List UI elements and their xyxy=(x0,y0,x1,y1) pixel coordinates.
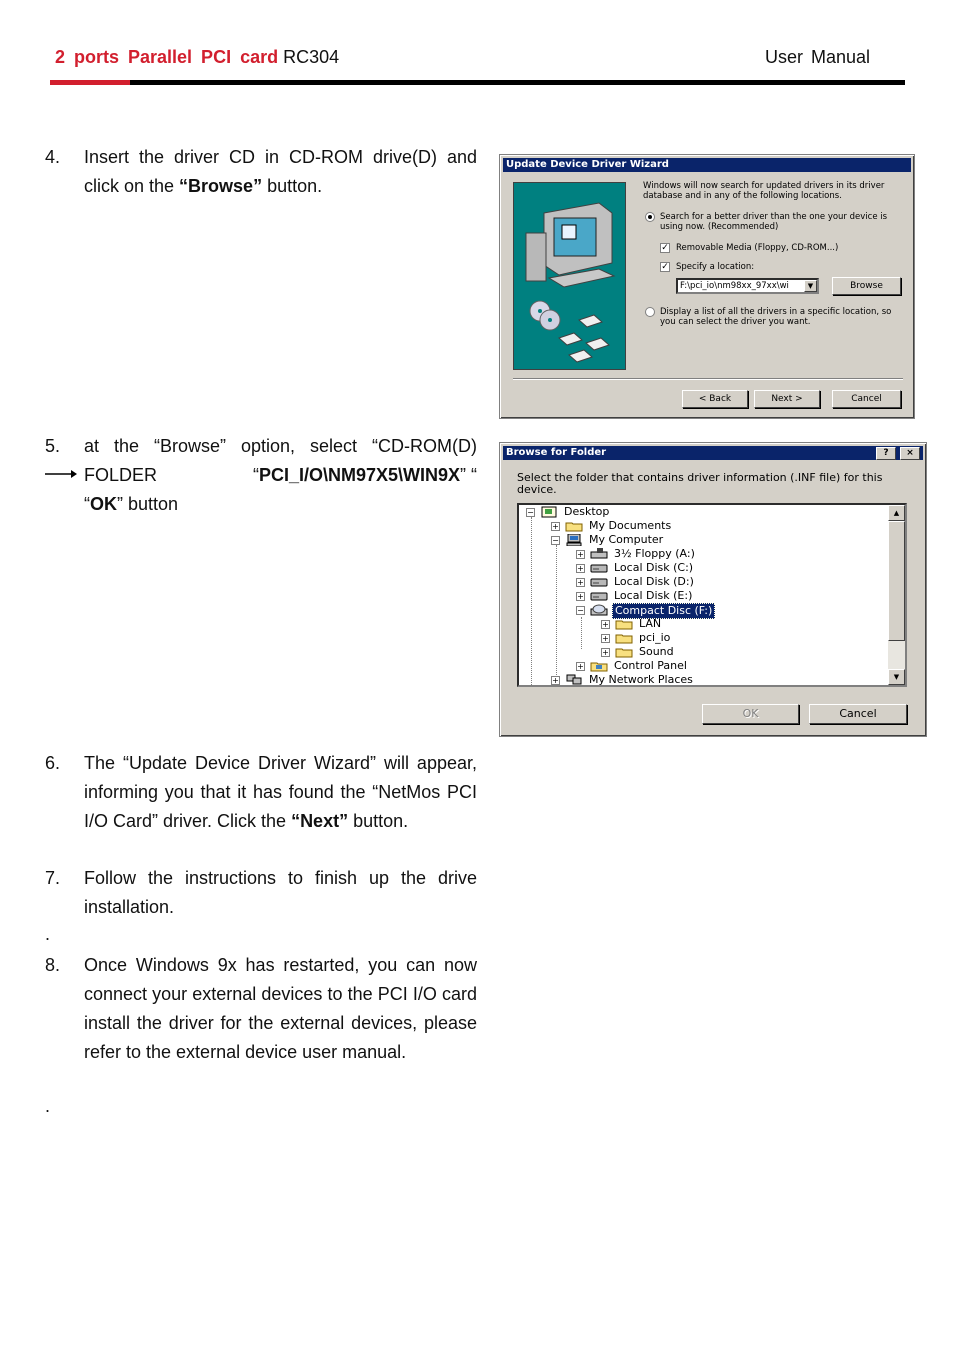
tree-line xyxy=(556,545,557,677)
doc-type: User Manual xyxy=(764,47,870,67)
expand-icon[interactable]: + xyxy=(552,676,559,685)
tree-scrollbar[interactable] xyxy=(888,505,905,685)
step-text-part: ” button xyxy=(117,494,179,514)
step-line xyxy=(84,461,477,490)
step-text xyxy=(84,143,477,201)
computer-icon xyxy=(514,183,627,371)
step-text-part: Insert the driver CD in CD-ROM drive(D) and click on the xyxy=(84,147,477,196)
step-8 xyxy=(45,951,477,1067)
tree-line xyxy=(531,517,532,687)
tree-node-label: Desktop xyxy=(564,505,610,518)
tree-node-label: pci_io xyxy=(639,631,671,644)
expand-icon[interactable]: + xyxy=(602,648,609,657)
collapse-icon[interactable]: − xyxy=(577,606,584,615)
dropdown-arrow-icon[interactable]: ▼ xyxy=(804,280,817,292)
scroll-down-icon[interactable]: ▼ xyxy=(888,669,905,685)
tree-node-label: Local Disk (D:) xyxy=(614,575,694,588)
wizard-illustration xyxy=(513,182,626,370)
specify-location-checkbox[interactable]: ✓ xyxy=(661,262,669,272)
wizard-divider xyxy=(513,378,903,380)
hard-disk-icon xyxy=(590,590,608,602)
step-text-bold: “Browse” xyxy=(179,176,263,196)
display-list-label: Display a list of all the drivers in a specific location, so you can select the driver you want. xyxy=(660,307,892,327)
folder-icon xyxy=(615,632,633,644)
separator-dot: . xyxy=(45,924,51,944)
browse-title: Browse for Folder xyxy=(503,446,923,460)
wizard-title: Update Device Driver Wizard xyxy=(503,158,911,172)
step-6 xyxy=(45,749,477,836)
step-text xyxy=(84,749,477,836)
network-icon xyxy=(565,674,583,686)
ok-button[interactable]: OK xyxy=(702,704,799,724)
browse-prompt: Select the folder that contains driver information (.INF file) for this device. xyxy=(517,471,883,496)
cd-drive-icon xyxy=(590,604,608,616)
folder-icon xyxy=(615,618,633,630)
back-button[interactable]: < Back xyxy=(682,390,748,408)
expand-icon[interactable]: + xyxy=(577,662,584,671)
tree-line xyxy=(581,617,582,649)
control-panel-icon xyxy=(590,660,608,672)
tree-node-label: Sound xyxy=(639,645,674,658)
header-rule-black xyxy=(130,80,905,85)
step-number: 4. xyxy=(45,147,61,167)
update-driver-wizard-window xyxy=(499,154,915,419)
removable-media-label: Removable Media (Floppy, CD-ROM...) xyxy=(676,243,839,253)
quote: “ xyxy=(252,465,259,485)
folder-icon xyxy=(615,646,633,658)
step-5 xyxy=(45,432,477,490)
step-number: 8. xyxy=(45,955,61,975)
tree-node-label: 3½ Floppy (A:) xyxy=(614,547,695,560)
tree-node-label: Local Disk (E:) xyxy=(614,589,693,602)
floppy-drive-icon xyxy=(590,548,608,560)
collapse-icon[interactable]: − xyxy=(552,536,559,545)
step-4 xyxy=(45,143,477,201)
expand-icon[interactable]: + xyxy=(577,592,584,601)
location-combobox[interactable] xyxy=(676,278,819,294)
step-7 xyxy=(45,864,477,922)
expand-icon[interactable]: + xyxy=(602,620,609,629)
quote: ” “ xyxy=(460,465,477,485)
ok-text: OK xyxy=(90,494,117,514)
step-text: Once Windows 9x has restarted, you can now connect your external devices to the PCI I/O card install the driver for the external devices, please refer to the external device user manual. xyxy=(84,955,477,1062)
step-text-part: button. xyxy=(262,176,323,196)
scroll-thumb[interactable] xyxy=(888,521,905,641)
cancel-button[interactable]: Cancel xyxy=(832,390,901,408)
model-number: RC304 xyxy=(283,47,340,67)
folder-path xyxy=(253,461,477,490)
desktop-icon xyxy=(540,506,558,518)
hard-disk-icon xyxy=(590,562,608,574)
step-text-bold: “Next” xyxy=(291,811,349,831)
expand-icon[interactable]: + xyxy=(552,522,559,531)
cancel-button[interactable]: Cancel xyxy=(809,704,907,724)
header-rule-red xyxy=(50,80,130,85)
removable-media-checkbox[interactable]: ✓ xyxy=(661,243,669,253)
step-text xyxy=(84,432,477,490)
browse-for-folder-window xyxy=(499,442,927,737)
step-number: 7. xyxy=(45,868,61,888)
expand-icon[interactable]: + xyxy=(602,634,609,643)
step-number: 5. xyxy=(45,436,61,456)
search-better-driver-radio[interactable] xyxy=(645,212,655,222)
tree-node-label: LAN xyxy=(639,617,662,630)
path-text: PCI_I/O\NM97X5\WIN9X xyxy=(258,465,460,485)
wizard-intro: Windows will now search for updated drivers in its driver database and in any of the following locations. xyxy=(643,181,885,201)
expand-icon[interactable]: + xyxy=(577,564,584,573)
browse-button[interactable]: Browse xyxy=(832,277,901,295)
header-title xyxy=(55,47,339,68)
tree-node-label: My Documents xyxy=(589,519,672,532)
folder-tree[interactable] xyxy=(517,503,907,687)
next-button[interactable]: Next > xyxy=(754,390,820,408)
step-line: at the “Browse” option, select “CD-ROM(D) xyxy=(84,436,477,456)
help-icon[interactable]: ? xyxy=(876,447,896,460)
scroll-up-icon[interactable]: ▲ xyxy=(888,505,905,521)
display-list-radio[interactable] xyxy=(645,307,655,317)
step-5-ok-line: “OK” button xyxy=(84,494,179,514)
tree-node-label: Compact Disc (F:) xyxy=(612,603,715,619)
expand-icon[interactable]: + xyxy=(577,550,584,559)
close-icon[interactable]: × xyxy=(900,447,920,460)
tree-node-label: Local Disk (C:) xyxy=(614,561,694,574)
folder-label: FOLDER xyxy=(84,465,158,485)
step-text-part: The “Update Device Driver Wizard” will appear, informing you that it has found the “NetMos PCI I/O Card” driver. Click the xyxy=(84,753,477,831)
expand-icon[interactable]: + xyxy=(577,578,584,587)
tree-node-label: Control Panel xyxy=(614,659,687,672)
location-value: F:\pci_io\nm98xx_97xx\wi xyxy=(680,281,789,291)
hard-disk-icon xyxy=(590,576,608,588)
arrow-icon xyxy=(45,467,77,481)
tree-node-label: My Network Places xyxy=(589,673,693,686)
step-text-part: button. xyxy=(348,811,409,831)
product-name: 2 ports Parallel PCI card xyxy=(55,47,279,67)
step-number: 6. xyxy=(45,753,61,773)
search-better-driver-label: Search for a better driver than the one your device is using now. (Recommended) xyxy=(660,212,888,232)
specify-location-label: Specify a location: xyxy=(676,262,755,272)
step-text: Follow the instructions to finish up the drive installation. xyxy=(84,868,477,917)
folder-icon xyxy=(565,520,583,532)
tree-node-label: My Computer xyxy=(589,533,664,546)
separator-dot: . xyxy=(45,1096,51,1116)
computer-icon xyxy=(565,534,583,546)
collapse-icon[interactable]: − xyxy=(527,508,534,517)
